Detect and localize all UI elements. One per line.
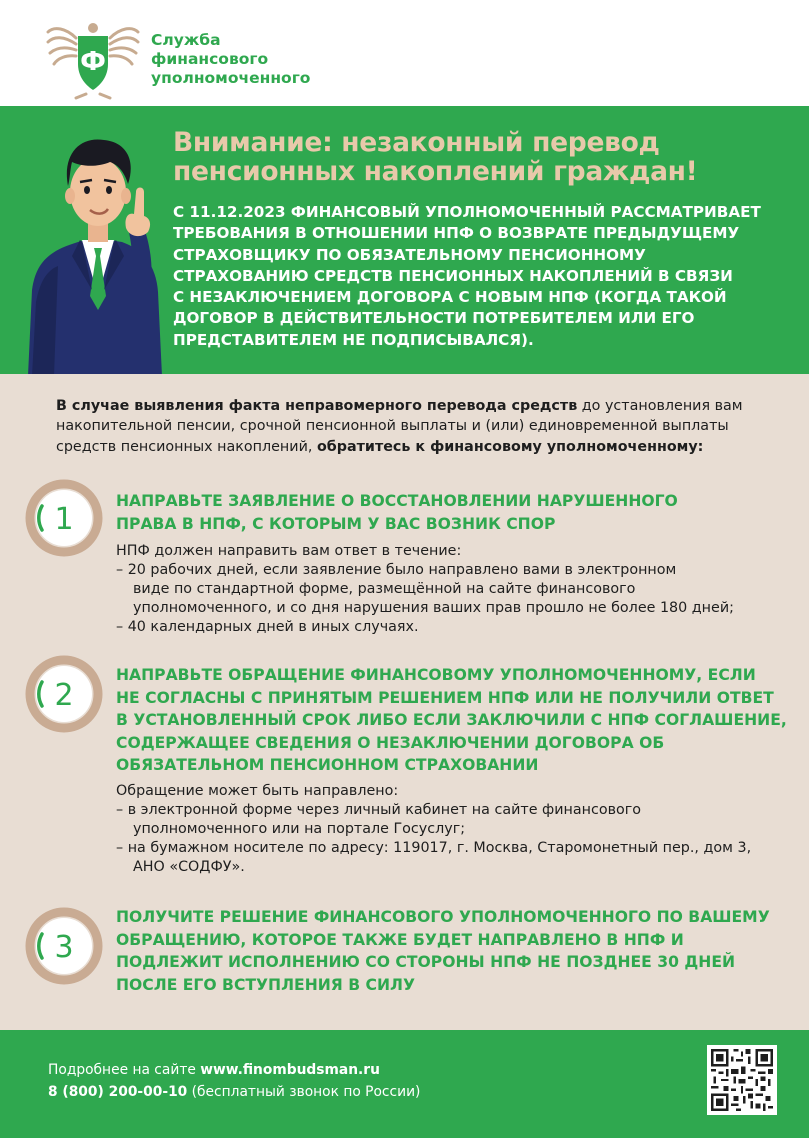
- step-body-line: НПФ должен направить вам ответ в течение:: [116, 543, 462, 559]
- step-3-badge-icon: [24, 906, 104, 986]
- eagle-emblem-icon: [46, 20, 140, 100]
- step-body-line: – в электронной форме через личный кабинет на сайте финансового: [116, 802, 642, 818]
- step-title-line: ПОДЛЕЖИТ ИСПОЛНЕНИЮ СО СТОРОНЫ НПФ НЕ ПОЗДНЕЕ 30 ДНЕЙ: [116, 953, 736, 972]
- step-title-line: СОДЕРЖАЩЕЕ СВЕДЕНИЯ О НЕЗАКЛЮЧЕНИИ ДОГОВОРА ОБ: [116, 733, 665, 752]
- step-body-line: уполномоченного, и со дня нарушения ваших прав прошло не более 180 дней;: [133, 600, 734, 616]
- step-title-line: ОБЯЗАТЕЛЬНОМ ПЕНСИОННОМ СТРАХОВАНИИ: [116, 756, 539, 775]
- hero-banner: [0, 106, 809, 374]
- step-body-line: уполномоченного или на портале Госуслуг;: [133, 821, 466, 837]
- step-number: 1: [54, 502, 74, 537]
- step-number: 2: [54, 678, 74, 713]
- step-1-title: [116, 490, 796, 535]
- footer-phone[interactable]: 8 (800) 200-00-10: [48, 1084, 188, 1100]
- header: [0, 0, 809, 106]
- hero-body-line: ДОГОВОР В ДЕЙСТВИТЕЛЬНОСТИ ПОТРЕБИТЕЛЕМ ИЛИ ЕГО: [173, 309, 695, 328]
- intro-text: накопительной пенсии, срочной пенсионной выплаты и (или) единовременной выплаты: [56, 418, 729, 435]
- step-title-line: ПОСЛЕ ЕГО ВСТУПЛЕНИЯ В СИЛУ: [116, 975, 416, 994]
- intro-bold-lead: В случае выявления факта неправомерного перевода средств: [56, 398, 578, 414]
- footer-phone-line: [48, 1084, 420, 1100]
- hero-body: [173, 202, 783, 351]
- svg-text:Ф: Ф: [80, 47, 106, 77]
- man-illustration-icon: [18, 120, 178, 374]
- step-title-line: В УСТАНОВЛЕННЫЙ СРОК ЛИБО ЕСЛИ ЗАКЛЮЧИЛИ С НПФ СОГЛАШЕНИЕ,: [116, 711, 787, 730]
- step-2-body: [116, 782, 796, 877]
- qr-code-icon[interactable]: [707, 1045, 777, 1115]
- step-body-line: АНО «СОДФУ».: [133, 859, 245, 875]
- footer-site-link[interactable]: www.finombudsman.ru: [200, 1062, 380, 1078]
- org-name-line1: Служба: [151, 31, 221, 49]
- hero-body-line: ПРЕДСТАВИТЕЛЕМ НЕ ПОДПИСЫВАЛСЯ).: [173, 330, 534, 349]
- hero-title-line1: Внимание: незаконный перевод: [173, 127, 660, 158]
- step-1-body: [116, 542, 796, 637]
- intro-text: до установления вам: [577, 398, 743, 414]
- org-name-line3: уполномоченного: [151, 69, 311, 87]
- hero-body-line: СТРАХОВАНИЮ СРЕДСТВ ПЕНСИОННЫХ НАКОПЛЕНИЙ В СВЯЗИ: [173, 266, 733, 285]
- step-2-badge-icon: [24, 654, 104, 734]
- step-body-line: – 20 рабочих дней, если заявление было направлено вами в электронном: [116, 562, 677, 578]
- hero-title-line2: пенсионных накоплений граждан!: [173, 156, 698, 187]
- step-title-line: ОБРАЩЕНИЮ, КОТОРОЕ ТАКЖЕ БУДЕТ НАПРАВЛЕНО В НПФ И: [116, 930, 684, 949]
- intro-bold-call: обратитесь к финансовому уполномоченному:: [316, 438, 704, 455]
- step-body-line: – 40 календарных дней в иных случаях.: [116, 619, 419, 635]
- step-number: 3: [54, 930, 74, 965]
- step-title-line: НЕ СОГЛАСНЫ С ПРИНЯТЫМ РЕШЕНИЕМ НПФ ИЛИ НЕ ПОЛУЧИЛИ ОТВЕТ: [116, 688, 774, 707]
- intro-paragraph: [56, 396, 776, 457]
- hero-body-line: СТРАХОВЩИКУ ПО ОБЯЗАТЕЛЬНОМУ ПЕНСИОННОМУ: [173, 245, 646, 264]
- org-name: [151, 31, 310, 88]
- hero-title: [173, 128, 773, 186]
- step-body-line: Обращение может быть направлено:: [116, 783, 399, 799]
- footer-site-line: [48, 1062, 380, 1078]
- step-title-line: ПОЛУЧИТЕ РЕШЕНИЕ ФИНАНСОВОГО УПОЛНОМОЧЕННОГО ПО ВАШЕМУ: [116, 908, 770, 926]
- footer: [0, 1030, 809, 1138]
- intro-text: средств пенсионных накоплений,: [56, 438, 317, 455]
- footer-phone-note: (бесплатный звонок по России): [187, 1084, 421, 1100]
- step-title-line: ПРАВА В НПФ, С КОТОРЫМ У ВАС ВОЗНИК СПОР: [116, 514, 556, 533]
- hero-body-line: ТРЕБОВАНИЯ В ОТНОШЕНИИ НПФ О ВОЗВРАТЕ ПРЕДЫДУЩЕМУ: [173, 224, 740, 243]
- step-1-badge-icon: [24, 478, 104, 558]
- step-3-title: [116, 906, 796, 996]
- step-title-line: НАПРАВЬТЕ ЗАЯВЛЕНИЕ О ВОССТАНОВЛЕНИИ НАРУШЕННОГО: [116, 492, 678, 510]
- step-2-title: [116, 664, 796, 777]
- footer-more-label: Подробнее на сайте: [48, 1062, 201, 1078]
- step-body-line: виде по стандартной форме, размещённой на сайте финансового: [133, 581, 636, 597]
- org-name-line2: финансового: [151, 50, 269, 68]
- hero-body-line: С 11.12.2023 ФИНАНСОВЫЙ УПОЛНОМОЧЕННЫЙ РАССМАТРИВАЕТ: [173, 203, 761, 221]
- step-title-line: НАПРАВЬТЕ ОБРАЩЕНИЕ ФИНАНСОВОМУ УПОЛНОМОЧЕННОМУ, ЕСЛИ: [116, 666, 756, 684]
- step-body-line: – на бумажном носителе по адресу: 119017, г. Москва, Старомонетный пер., дом 3,: [116, 840, 752, 856]
- hero-body-line: С НЕЗАКЛЮЧЕНИЕМ ДОГОВОРА С НОВЫМ НПФ (КОГДА ТАКОЙ: [173, 288, 727, 307]
